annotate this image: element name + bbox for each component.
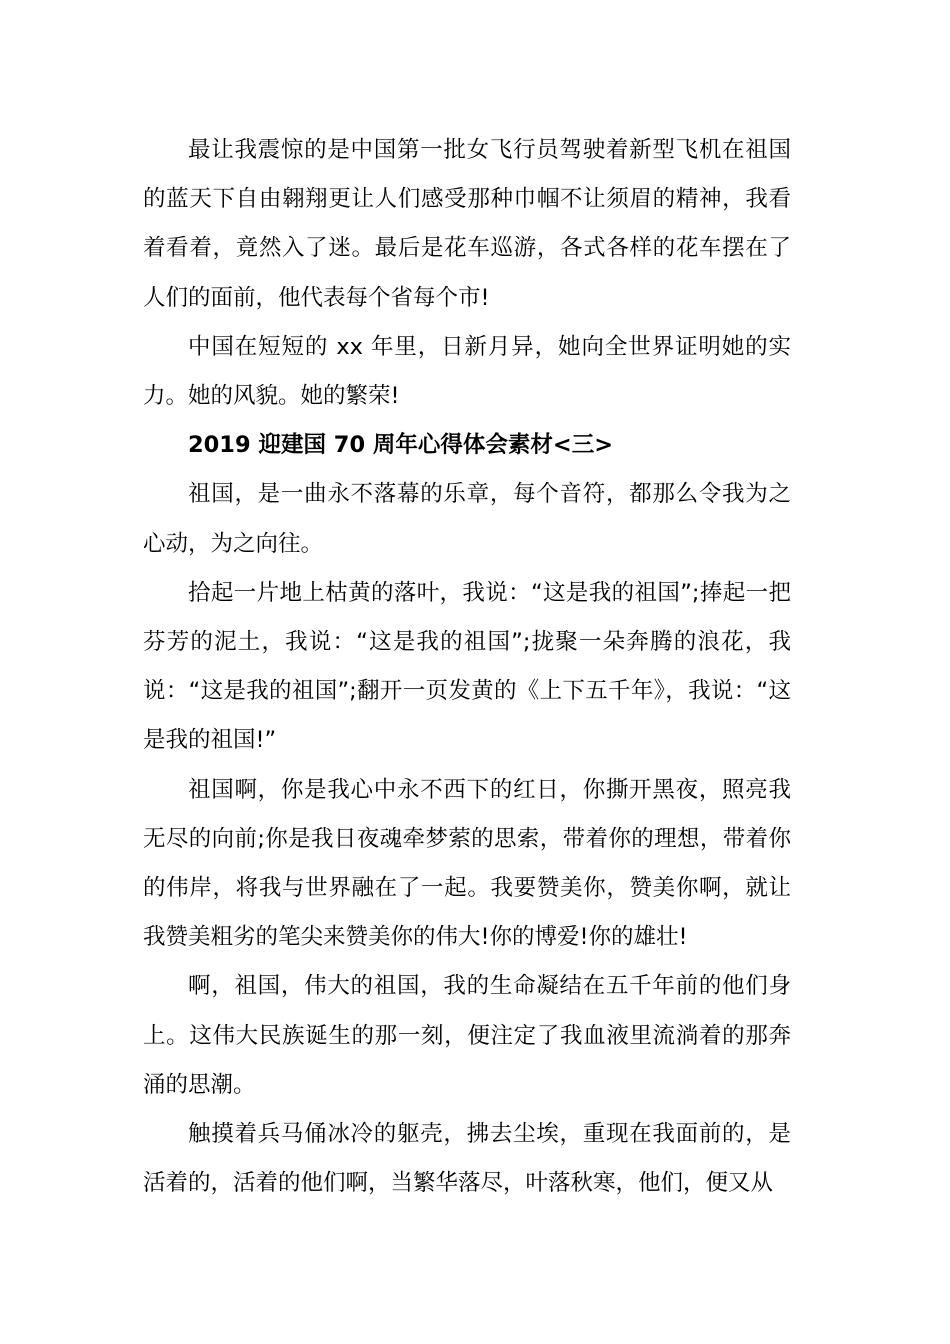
paragraph-4: 拾起一片地上枯黄的落叶，我说：“这是我的祖国”;捧起一把芬芳的泥土，我说：“这是我的祖国”;拢聚一朵奔腾的浪花，我说：“这是我的祖国”;翻开一页发黄的《上下五千年》，我说：“这是我的祖国!”	[143, 579, 791, 754]
document-body	[143, 126, 791, 1208]
paragraph-5: 祖国啊，你是我心中永不西下的红日，你撕开黑夜，照亮我无尽的向前;你是我日夜魂牵梦萦的思索，带着你的理想，带着你的伟岸，将我与世界融在了一起。我要赞美你，赞美你啊，就让我赞美粗劣的笔尖来赞美你的伟大!你的博爱!你的雄壮!	[143, 776, 791, 951]
section-heading: 2019 迎建国 70 周年心得体会素材<三>	[188, 432, 614, 459]
paragraph-7: 触摸着兵马俑冰冷的躯壳，拂去尘埃，重现在我面前的，是活着的，活着的他们啊，当繁华落尽，叶落秋寒，他们，便又从	[143, 1121, 791, 1197]
paragraph-1: 最让我震惊的是中国第一批女飞行员驾驶着新型飞机在祖国的蓝天下自由翱翔更让人们感受那种巾帼不让须眉的精神，我看着看着，竟然入了迷。最后是花车巡游，各式各样的花车摆在了人们的面前，他代表每个省每个市!	[143, 137, 791, 311]
paragraph-3: 祖国，是一曲永不落幕的乐章，每个音符，都那么令我为之心动，为之向往。	[143, 481, 791, 557]
paragraph-6: 啊，祖国，伟大的祖国，我的生命凝结在五千年前的他们身上。这伟大民族诞生的那一刻，便注定了我血液里流淌着的那奔涌的思潮。	[143, 973, 791, 1098]
paragraph-2: 中国在短短的 xx 年里，日新月异，她向全世界证明她的实力。她的风貌。她的繁荣!	[143, 333, 791, 410]
